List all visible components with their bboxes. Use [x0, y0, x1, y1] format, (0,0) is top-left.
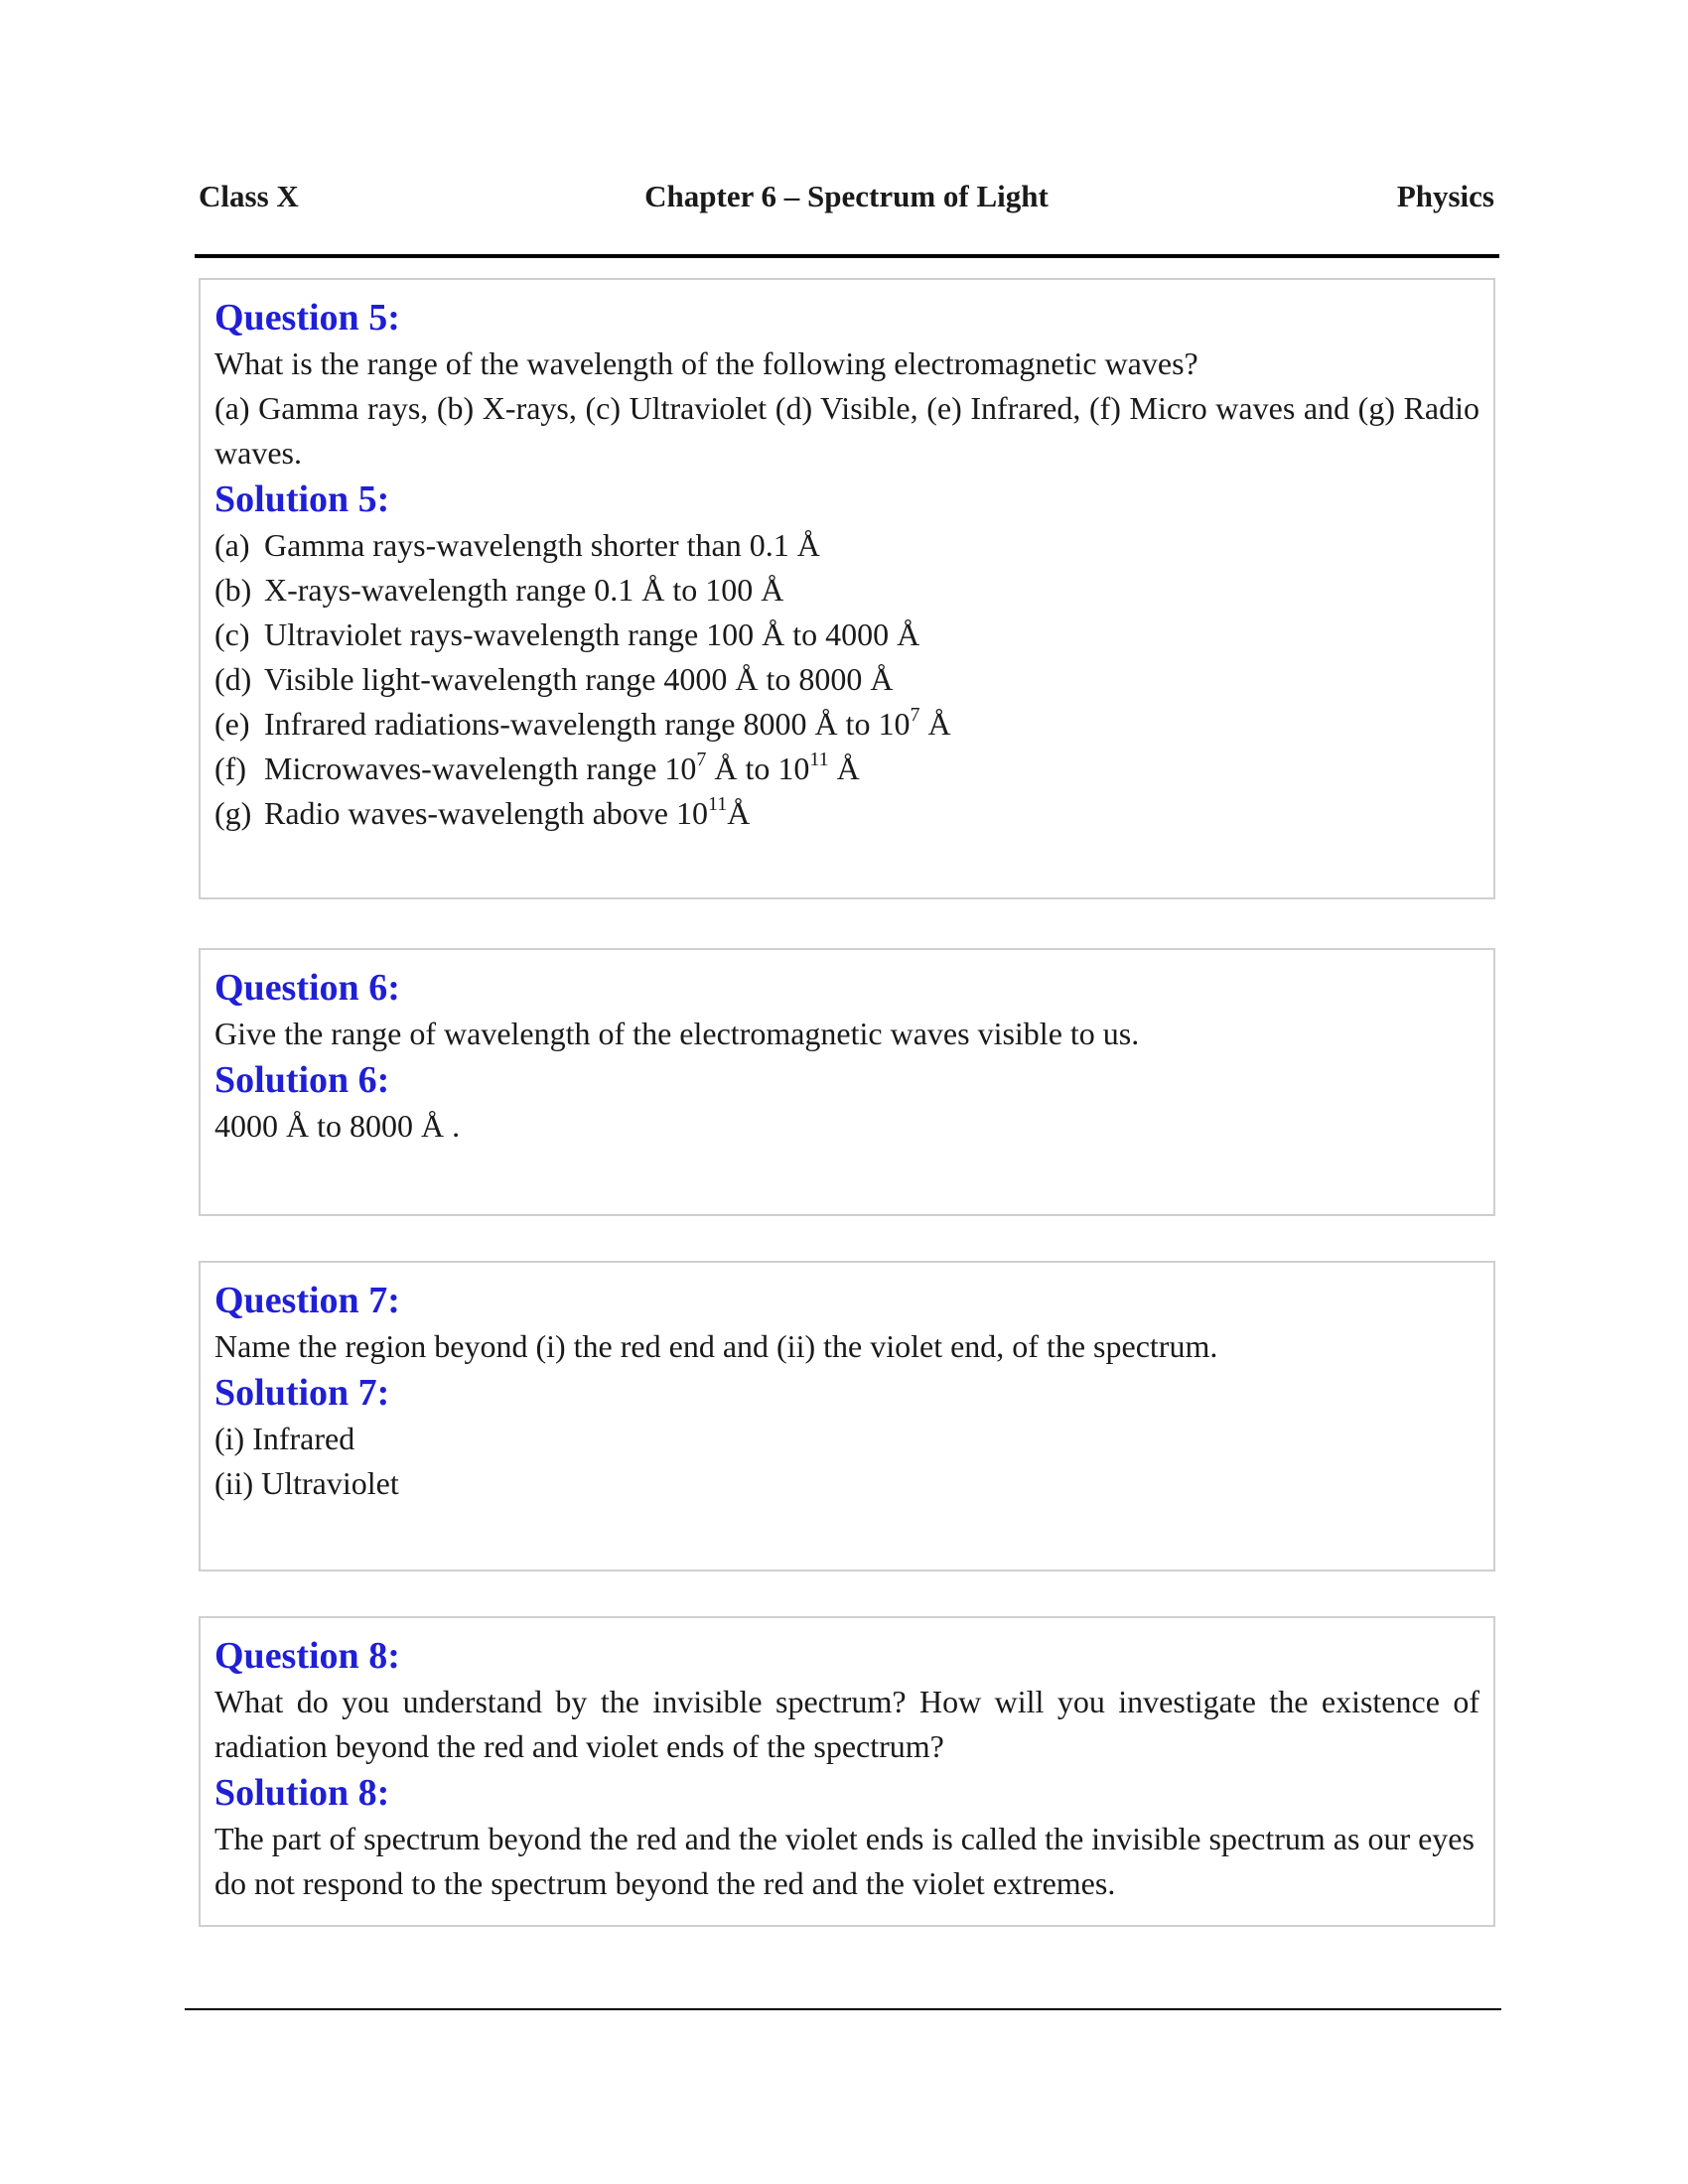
solution-5-item-c: (c) Ultraviolet rays-wavelength range 100 Å to 4000 Å: [214, 616, 920, 652]
question-5-text-line2: (a) Gamma rays, (b) X-rays, (c) Ultraviolet (d) Visible, (e) Infrared, (f) Micro waves and (g) Radio waves.: [214, 390, 1479, 471]
question-8-box: [199, 1616, 1495, 1927]
solution-5-title: Solution 5:: [214, 478, 390, 520]
question-6-title: Question 6:: [214, 967, 400, 1009]
solution-7-answer-i: (i) Infrared: [214, 1421, 355, 1456]
solution-5-item-f: (f) Microwaves-wavelength range $10^7$ Å to $10^{11}$ Å: [214, 749, 860, 786]
solution-5-item-b: (b) X-rays-wavelength range 0.1 Å to 100 Å: [214, 572, 784, 608]
question-6-box: [199, 948, 1495, 1216]
question-8-title: Question 8:: [214, 1635, 400, 1677]
solution-8-answer: The part of spectrum beyond the red and the violet ends is called the invisible spectrum as our eyes do not respond to the spectrum beyond the red and the violet extremes.: [214, 1821, 1475, 1901]
solution-5-item-e: (e) Infrared radiations-wavelength range 8000 Å to $10^7$ Å: [214, 704, 951, 742]
question-5-box: [199, 278, 1495, 899]
header-divider: [195, 254, 1499, 258]
solution-5-item-d: (d) Visible light-wavelength range 4000 Å to 8000 Å: [214, 661, 894, 697]
header-subject: Physics: [1396, 179, 1494, 213]
header-chapter: Chapter 6 – Spectrum of Light: [644, 179, 1049, 213]
question-7-box: [199, 1261, 1495, 1571]
solution-5-item-a: (a) Gamma rays-wavelength shorter than 0.1 Å: [214, 527, 820, 563]
solution-6-title: Solution 6:: [214, 1059, 390, 1101]
question-7-text: Name the region beyond (i) the red end and (ii) the violet end, of the spectrum.: [214, 1328, 1218, 1364]
question-5-title: Question 5:: [214, 297, 400, 339]
page-header: [199, 169, 1494, 228]
header-class: Class X: [199, 179, 299, 213]
question-5-text-line1: What is the range of the wavelength of the following electromagnetic waves?: [214, 345, 1198, 381]
question-7-title: Question 7:: [214, 1280, 400, 1321]
solution-6-answer: 4000 Å to 8000 Å .: [214, 1108, 461, 1144]
question-6-text: Give the range of wavelength of the electromagnetic waves visible to us.: [214, 1016, 1140, 1051]
solution-7-title: Solution 7:: [214, 1372, 390, 1414]
solution-7-answer-ii: (ii) Ultraviolet: [214, 1465, 399, 1501]
solution-5-item-g: (g) Radio waves-wavelength above $10^{11}Å$: [214, 793, 751, 831]
question-8-text: What do you understand by the invisible spectrum? How will you investigate the existence of radiation beyond the red and violet ends of the spectrum?: [214, 1684, 1479, 1764]
solution-8-title: Solution 8:: [214, 1772, 390, 1814]
footer-divider: [185, 2008, 1501, 2010]
